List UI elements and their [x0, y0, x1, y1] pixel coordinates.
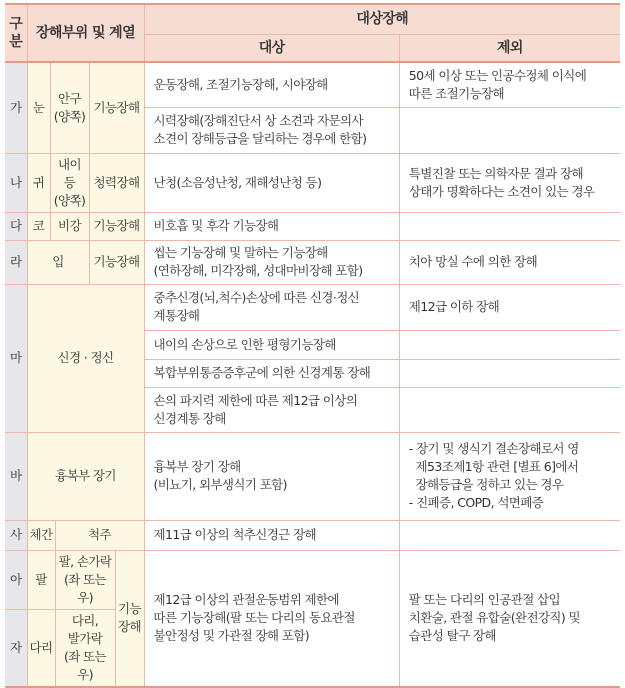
row-label: 라 [5, 240, 27, 284]
disability-type: 기능 장해 [115, 550, 144, 687]
exclude-cell: 제12급 이하 장해 [399, 284, 620, 330]
row-label: 아 [5, 550, 27, 609]
target-cell: 시력장해(장해진단서 상 소견과 자문의사 소견이 장해등급을 달리하는 경우에 한함) [144, 107, 399, 153]
row-label: 가 [5, 62, 27, 153]
target-cell: 제11급 이상의 척추신경근 장해 [144, 520, 399, 550]
exclude-cell-empty [399, 387, 620, 432]
header-target-group: 대상장해 [144, 4, 620, 34]
exclude-cell-empty [399, 212, 620, 240]
body-part: 체간 [27, 520, 55, 550]
disability-type: 청력장해 [89, 153, 144, 212]
target-cell: 비호흡 및 후각 기능장해 [144, 212, 399, 240]
exclude-cell: 팔 또는 다리의 인공관절 삽입 치환술, 관절 유합술(완전강직) 및 습관성 탈구 장해 [399, 550, 620, 687]
exclude-cell: 50세 이상 또는 인공수정체 이식에 따른 조절기능장해 [399, 62, 620, 107]
body-part: 코 [27, 212, 50, 240]
body-part: 눈 [27, 62, 50, 153]
body-part: 다리 [27, 609, 55, 687]
target-cell: 제12급 이상의 관절운동범위 제한에 따른 기능장해(팔 또는 다리의 동요관절 불안정성 및 가관절 장해 포함) [144, 550, 399, 687]
header-gubun: 구 분 [5, 4, 27, 62]
header-target: 대상 [144, 34, 399, 62]
body-part: 귀 [27, 153, 50, 212]
exclude-cell-empty [399, 520, 620, 550]
exclude-cell-empty [399, 107, 620, 153]
target-cell: 중추신경(뇌,척수)손상에 따른 신경·정신 계통장해 [144, 284, 399, 330]
header-part: 장해부위 및 계열 [27, 4, 144, 62]
disability-table [5, 3, 620, 688]
body-subpart: 팔, 손가락 (좌 또는 우) [55, 550, 115, 609]
row-label: 바 [5, 432, 27, 520]
exclude-cell-empty [399, 330, 620, 359]
body-part: 입 [27, 240, 89, 284]
body-subpart: 척주 [55, 520, 144, 550]
body-subpart: 안구 (양쪽) [50, 62, 89, 153]
body-part: 팔 [27, 550, 55, 609]
target-cell: 운동장해, 조절기능장해, 시야장해 [144, 62, 399, 107]
exclude-cell: - 장기 및 생식기 결손장해로서 영 제53조제1항 관련 [별표 6]에서 장해등급을 정하고 있는 경우 - 진폐증, COPD, 석면폐증 [399, 432, 620, 520]
body-part: 신경 · 정신 [27, 284, 144, 432]
target-cell: 손의 파지력 제한에 따른 제12급 이상의 신경계통 장해 [144, 387, 399, 432]
disability-type: 기능장해 [89, 212, 144, 240]
body-part: 흉복부 장기 [27, 432, 144, 520]
exclude-cell: 치아 망실 수에 의한 장해 [399, 240, 620, 284]
exclude-cell: 특별진찰 또는 의학자문 결과 장해 상태가 명확하다는 소견이 있는 경우 [399, 153, 620, 212]
target-cell: 복합부위통증증후군에 의한 신경계통 장해 [144, 359, 399, 387]
row-label: 마 [5, 284, 27, 432]
body-subpart: 비강 [50, 212, 89, 240]
target-cell: 난청(소음성난청, 재해성난청 등) [144, 153, 399, 212]
body-subpart: 내이 등 (양쪽) [50, 153, 89, 212]
header-exclude: 제외 [399, 34, 620, 62]
target-cell: 흉복부 장기 장해 (비뇨기, 외부생식기 포함) [144, 432, 399, 520]
row-label: 사 [5, 520, 27, 550]
target-cell: 내이의 손상으로 인한 평형기능장해 [144, 330, 399, 359]
target-cell: 씹는 기능장해 및 말하는 기능장해 (연하장해, 미각장해, 성대마비장해 포함) [144, 240, 399, 284]
body-subpart: 다리, 발가락 (좌 또는 우) [55, 609, 115, 687]
disability-type: 기능장해 [89, 62, 144, 153]
row-label: 자 [5, 609, 27, 687]
row-label: 나 [5, 153, 27, 212]
disability-type: 기능장해 [89, 240, 144, 284]
exclude-cell-empty [399, 359, 620, 387]
row-label: 다 [5, 212, 27, 240]
